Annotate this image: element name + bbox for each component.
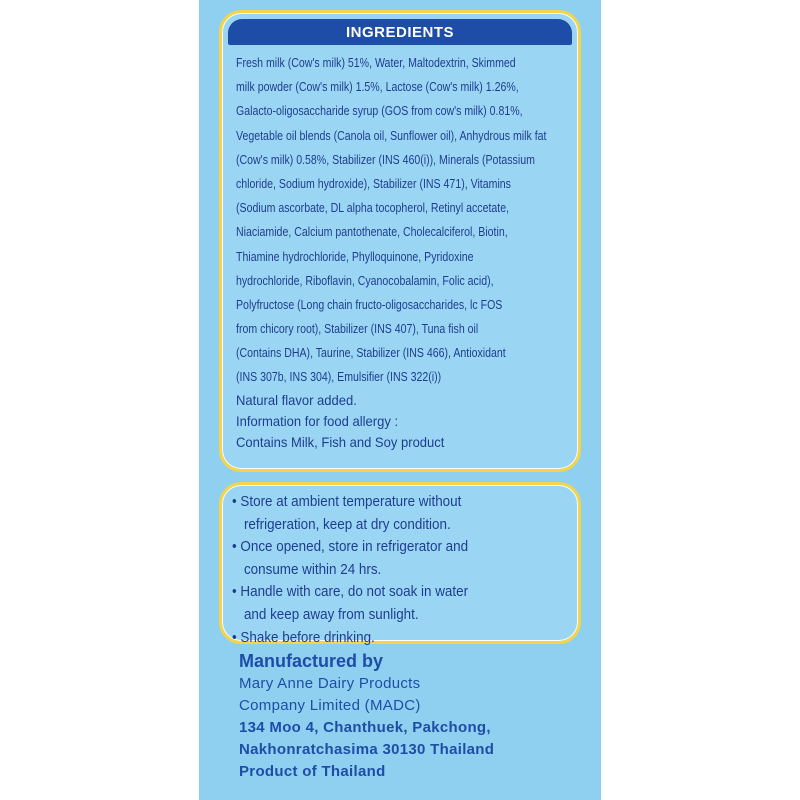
ingredient-line: Vegetable oil blends (Canola oil, Sunflower oil), Anhydrous milk fat [236, 128, 547, 143]
ingredient-line: (Sodium ascorbate, DL alpha tocopherol, Retinyl accetate, [236, 201, 510, 216]
manufacturer-info [239, 650, 589, 783]
ingredient-line: hydrochloride, Riboflavin, Cyanocobalamin, Folic acid), [236, 273, 494, 288]
storage-line: • Handle with care, do not soak in water [232, 584, 469, 601]
storage-instructions-box [219, 482, 581, 644]
storage-line: • Once opened, store in refrigerator and [232, 539, 469, 556]
ingredient-line: Fresh milk (Cow's milk) 51%, Water, Maltodextrin, Skimmed [236, 56, 516, 70]
ingredient-line: chloride, Sodium hydroxide), Stabilizer (INS 471), Vitamins [236, 176, 511, 191]
natural-flavor-note: Natural flavor added. [236, 391, 357, 408]
storage-instructions-text [232, 491, 577, 649]
manufacturer-name-line: Mary Anne Dairy Products [239, 675, 421, 692]
ingredients-text [236, 51, 566, 453]
manufacturer-address: Nakhonratchasima 30130 Thailand [239, 741, 495, 758]
allergy-contents: Contains Milk, Fish and Soy product [236, 433, 445, 450]
ingredient-line: milk powder (Cow's milk) 1.5%, Lactose (Cow's milk) 1.26%, [236, 80, 519, 95]
storage-line: refrigeration, keep at dry condition. [243, 516, 451, 533]
ingredient-line: (Contains DHA), Taurine, Stabilizer (INS 466), Antioxidant [236, 346, 506, 361]
product-origin: Product of Thailand [239, 763, 386, 780]
allergy-info-heading: Information for food allergy : [236, 412, 399, 429]
ingredient-line: (INS 307b, INS 304), Emulsifier (INS 322(i)) [236, 370, 442, 385]
manufacturer-title: Manufactured by [239, 651, 384, 671]
ingredient-line: Polyfructose (Long chain fructo-oligosaccharides, lc FOS [236, 297, 503, 312]
ingredients-header: INGREDIENTS [228, 19, 572, 45]
ingredient-line: Niaciamide, Calcium pantothenate, Cholecalciferol, Biotin, [236, 225, 508, 240]
ingredient-line: Thiamine hydrochloride, Phylloquinone, Pyridoxine [236, 249, 474, 264]
manufacturer-address: 134 Moo 4, Chanthuek, Pakchong, [239, 719, 491, 736]
manufacturer-name-line: Company Limited (MADC) [239, 697, 421, 714]
ingredients-box [219, 10, 581, 472]
storage-line: and keep away from sunlight. [243, 606, 419, 623]
ingredient-line: from chicory root), Stabilizer (INS 407), Tuna fish oil [236, 322, 479, 337]
ingredient-line: (Cow's milk) 0.58%, Stabilizer (INS 460(i)), Minerals (Potassium [236, 152, 535, 167]
ingredient-line: Galacto-oligosaccharide syrup (GOS from cow's milk) 0.81%, [236, 104, 523, 119]
storage-line: consume within 24 hrs. [243, 561, 382, 578]
package-label-panel [199, 0, 601, 800]
storage-line: • Store at ambient temperature without [232, 494, 462, 510]
storage-line: • Shake before drinking. [232, 629, 375, 646]
